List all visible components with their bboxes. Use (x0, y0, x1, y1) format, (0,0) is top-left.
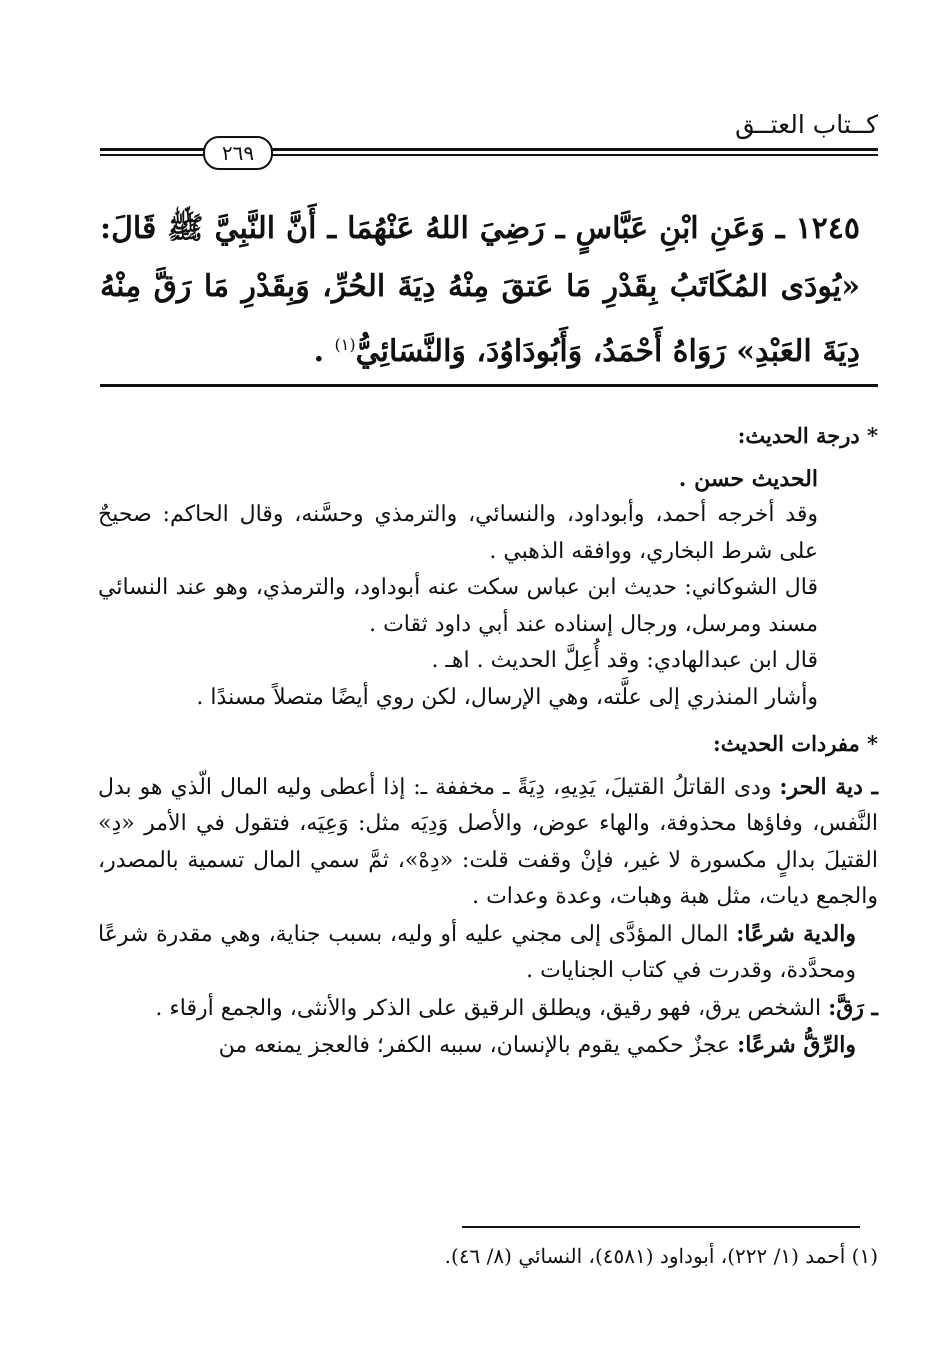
vocab-term: والرِّقُّ شرعًا: (737, 1032, 856, 1058)
commentary (98, 418, 878, 1065)
hadith-text (100, 200, 860, 381)
vocab-definition: المال المؤدَّى إلى مجني عليه أو وليه، بسبب جناية، وهي مقدرة شرعًا ومحدَّدة، وقدرت في كتاب الجنايات . (98, 921, 856, 983)
vocab-definition: الشخص يرق، فهو رقيق، ويطلق الرقيق على الذكر والأنثى، والجمع أرقاء . (155, 995, 822, 1021)
vocab-definition: عجزٌ حكمي يقوم بالإنسان، سببه الكفر؛ فالعجز يمنعه من (218, 1033, 731, 1058)
section-separator (100, 384, 878, 387)
footnote: (١) أحمد (١/ ٢٢٢)، أبوداود (٤٥٨١)، النسائي (٨/ ٤٦). (444, 1244, 878, 1268)
grade-heading: * درجة الحديث: (737, 423, 878, 448)
page-number: ٢٦٩ (203, 136, 273, 170)
grade-paragraph-3: قال ابن عبدالهادي: وقد أُعِلَّ الحديث . اهـ . (431, 648, 818, 673)
grade-paragraph-1: وقد أخرجه أحمد، وأبوداود، والنسائي، والترمذي وحسَّنه، وقال الحاكم: صحيحٌ على شرط البخاري، ووافقه الذهبي . (98, 502, 818, 564)
hadith-number: ١٢٤٥ (795, 211, 860, 246)
footnote-ref: (١) (334, 335, 356, 354)
footnote-rule (462, 1226, 860, 1228)
vocab-heading: * مفردات الحديث: (712, 731, 878, 756)
vocab-term: ـ دية الحر: (779, 773, 878, 800)
grade-summary: الحديث حسن . (678, 465, 818, 492)
vocab-entry-diya-sharan (98, 916, 878, 990)
page-header (100, 108, 878, 168)
vocab-definition: ودى القاتلُ القتيلَ، يَدِيهِ، دِيَةً ـ مخففة ـ: إذا أعطى وليه المال الّذي هو بدل النَّفس، وفاؤها محذوفة، والهاء عوض، والأصل وَدِيَه مثل: وَعِيَه، فتقول في الأمر «دِ» القتيلَ بدالٍ مكسورة لا غير، فإنْ وقفت قلت: «دِهْ»، ثمَّ سمي المال تسمية بالمصدر، والجمع ديات، مثل هبة وهبات، وعدة وعدات . (98, 774, 878, 909)
hadith-end: . (313, 334, 335, 369)
vocab-entry-riqq (98, 1027, 878, 1065)
vocab-term: ـ رَقَّ: (828, 994, 878, 1021)
grade-paragraph-2: قال الشوكاني: حديث ابن عباس سكت عنه أبوداود، والترمذي، وهو عند النسائي مسند ومرسل، ورجال إسناده عند أبي داود ثقات . (98, 575, 818, 637)
vocab-entry-diya (98, 769, 878, 916)
chapter-title: كــتاب العتــق (735, 110, 878, 139)
vocab-entry-raqqa (98, 990, 878, 1028)
hadith-body: ـ وَعَنِ ابْنِ عَبَّاسٍ ـ رَضِيَ اللهُ عَنْهُمَا ـ أَنَّ النَّبِيَّ ﷺ قَالَ: «يُودَى المُكَاتَبُ بِقَدْرِ مَا عَتقَ مِنْهُ دِيَةَ الحُرِّ، وَبِقَدْرِ مَا رَقَّ مِنْهُ دِيَةَ العَبْدِ» رَوَاهُ أَحْمَدُ، وَأَبُودَاوُدَ، وَالنَّسَائِيُّ (100, 211, 860, 369)
grade-paragraph-4: وأشار المنذري إلى علَّته، وهي الإرسال، لكن روي أيضًا متصلاً مسندًا . (196, 684, 818, 710)
vocab-term: والدية شرعًا: (736, 920, 856, 947)
